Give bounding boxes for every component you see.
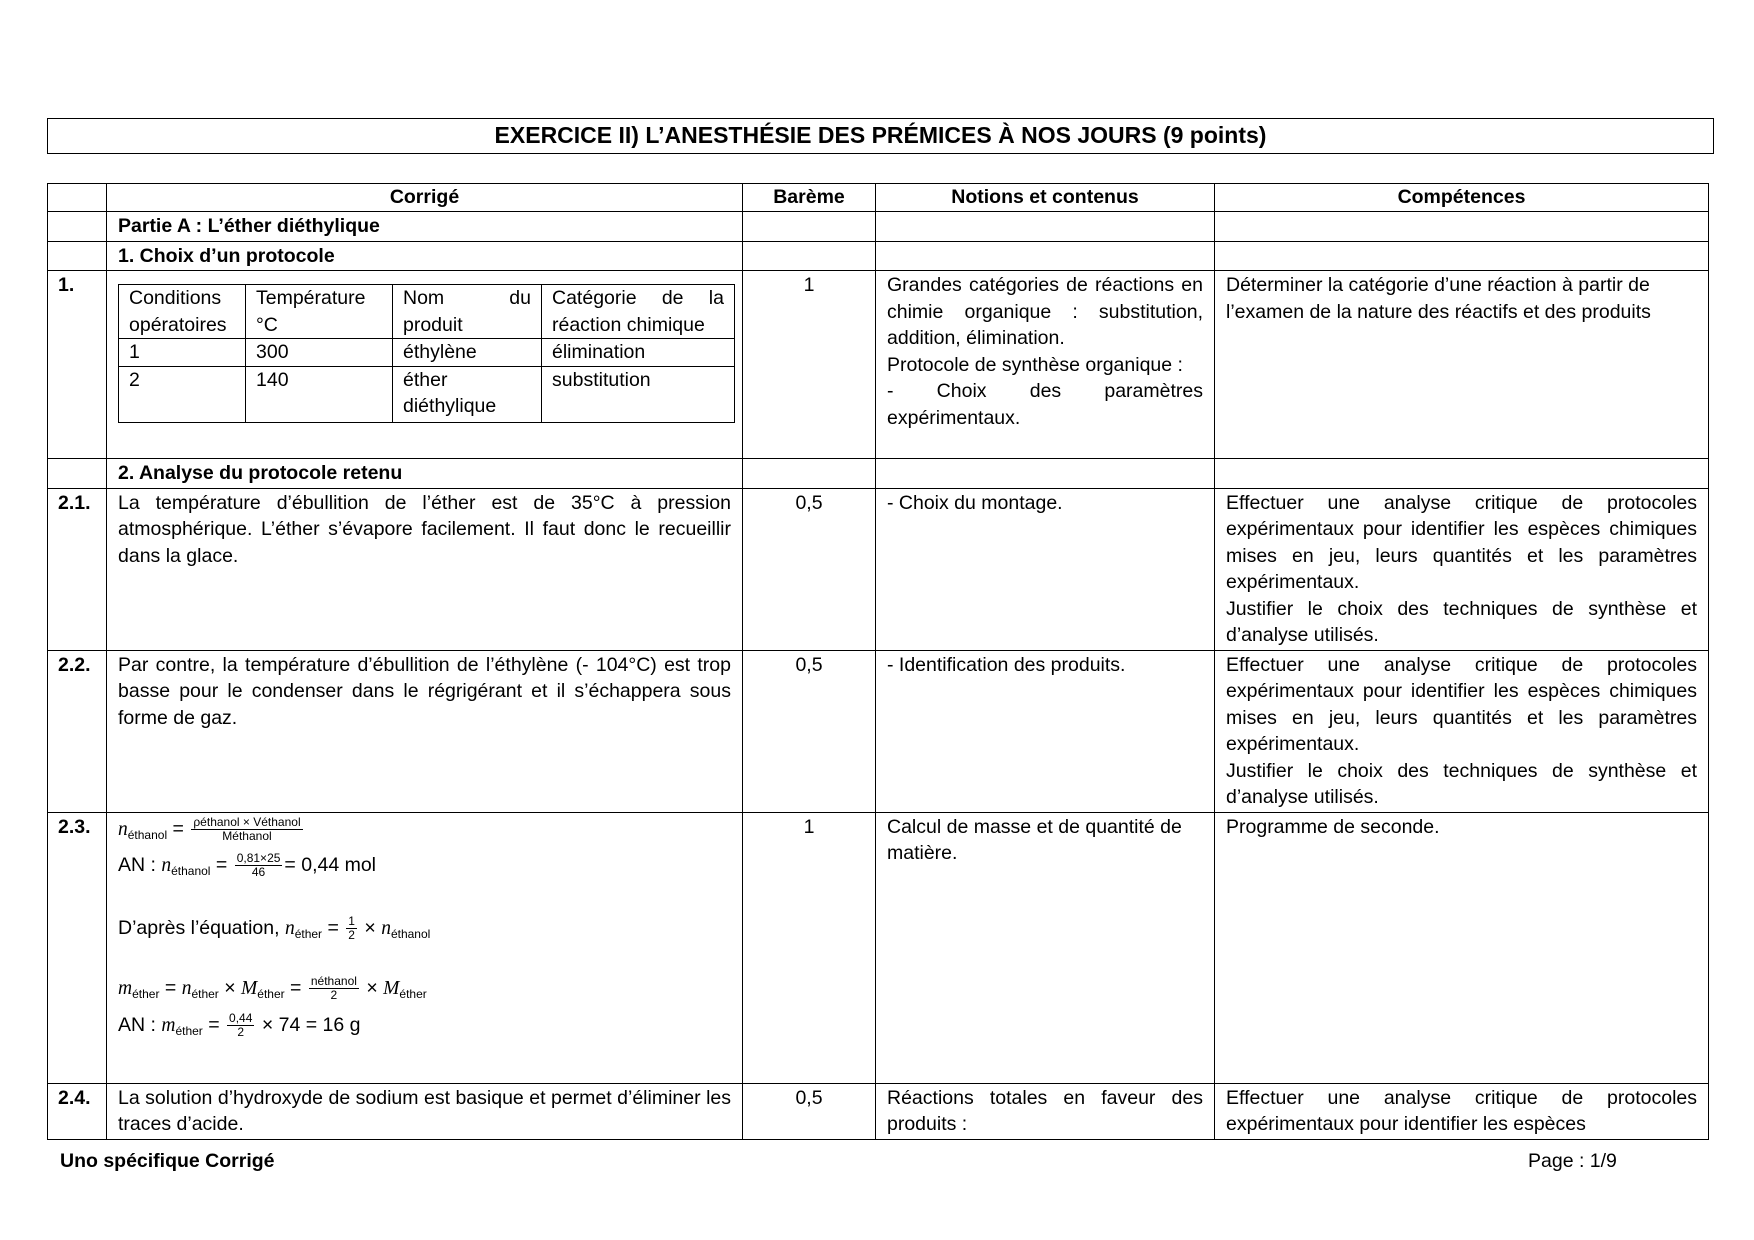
inner-cell: substitution (542, 366, 735, 422)
table-row (48, 650, 1709, 812)
bareme-value: 0,5 (743, 488, 876, 650)
answer-cell: Par contre, la température d’ébullition de l’éthylène (- 104°C) est trop basse pour le condenser dans le régrigérant et il s’échappera sous forme de gaz. (107, 650, 743, 812)
competences-cell (1215, 488, 1709, 650)
notions-cell: Réactions totales en faveur des produits : (876, 1083, 1215, 1139)
conditions-table (118, 284, 735, 423)
bareme-value: 0,5 (743, 650, 876, 812)
inner-cell: élimination (542, 339, 735, 367)
inner-header: Catégorie de la réaction chimique (542, 285, 735, 339)
competences-cell: Programme de seconde. (1215, 812, 1709, 1083)
row-number: 2.4. (48, 1083, 107, 1139)
equation-relation: D’après l’équation, $n_{éther}$ = $\frac{1}{2}$ × $n_{éthanol}$ (118, 913, 431, 942)
competence-text: Justifier le choix des techniques de synthèse et d’analyse utilisés. (1226, 597, 1697, 646)
answer-cell: La température d’ébullition de l’éther est de 35°C à pression atmosphérique. L’éther s’évapore facilement. Il faut donc le recueillir dans la glace. (107, 488, 743, 650)
formula-n-ethanol: $n_{éthanol}$ = $\frac{\text{ρéthanol × Véthanol}}{\text{Méthanol}}$ (118, 814, 301, 843)
header-bareme: Barème (743, 184, 876, 212)
row-number: 1. (48, 271, 107, 459)
answer-cell: La solution d’hydroxyde de sodium est basique et permet d’éliminer les traces d’acide. (107, 1083, 743, 1139)
table-row (48, 812, 1709, 1083)
header-notions: Notions et contenus (876, 184, 1215, 212)
section-2-row (48, 459, 1709, 489)
inner-cell: 1 (119, 339, 246, 367)
part-a-title: Partie A : L’éther diéthylique (107, 212, 743, 242)
header-corrige: Corrigé (107, 184, 743, 212)
footer-document-name: Uno spécifique Corrigé (60, 1150, 275, 1172)
bareme-value: 0,5 (743, 1083, 876, 1139)
exercise-title: EXERCICE II) L’ANESTHÉSIE DES PRÉMICES À NOS JOURS (9 points) (47, 118, 1714, 154)
inner-cell: éthylène (393, 339, 542, 367)
notions-text: Protocole de synthèse organique : (887, 353, 1183, 376)
answer-cell (107, 271, 743, 459)
inner-header: Température °C (246, 285, 393, 339)
competences-cell: Déterminer la catégorie d’une réaction à partir de l’examen de la nature des réactifs et des produits (1215, 271, 1709, 459)
header-num (48, 184, 107, 212)
section-1-row (48, 241, 1709, 271)
notions-cell (876, 271, 1215, 459)
calc-m-ether: AN : $m_{éther}$ = $\frac{0,44}{2}$ × 74 = 16 g (118, 1010, 361, 1039)
formula-m-ether: $m_{éther} = n_{éther} \times M_{éther}$ = $\frac{\text{néthanol}}{2}$ × $M_{éther}$ (118, 974, 427, 1003)
table-row (48, 488, 1709, 650)
section-1-title: 1. Choix d’un protocole (107, 241, 743, 271)
competences-cell (1215, 650, 1709, 812)
header-competences: Compétences (1215, 184, 1709, 212)
section-2-title: 2. Analyse du protocole retenu (107, 459, 743, 489)
inner-cell: éther diéthylique (393, 366, 542, 422)
table-header-row (48, 184, 1709, 212)
inner-cell: 2 (119, 366, 246, 422)
row-number: 2.1. (48, 488, 107, 650)
row-number: 2.3. (48, 812, 107, 1083)
inner-cell: 300 (246, 339, 393, 367)
table-row (48, 271, 1709, 459)
bareme-value: 1 (743, 271, 876, 459)
competence-text: Justifier le choix des techniques de synthèse et d’analyse utilisés. (1226, 759, 1697, 808)
competence-text: Effectuer une analyse critique de protocoles expérimentaux pour identifier les espèces chimiques mises en jeu, leurs quantités et les paramètres expérimentaux. (1226, 491, 1697, 593)
row-number: 2.2. (48, 650, 107, 812)
inner-cell: 140 (246, 366, 393, 422)
notions-text: Grandes catégories de réactions en chimie organique : substitution, addition, élimination. (887, 274, 1203, 349)
competence-text: Effectuer une analyse critique de protocoles expérimentaux pour identifier les espèces chimiques mises en jeu, leurs quantités et les paramètres expérimentaux. (1226, 653, 1697, 755)
bareme-value: 1 (743, 812, 876, 1083)
calc-n-ethanol: AN : $n_{éthanol}$ = $\frac{0,81\times 25}{46}$ = 0,44 mol (118, 851, 377, 880)
footer-page-number: Page : 1/9 (1528, 1150, 1617, 1172)
part-a-row (48, 212, 1709, 242)
correction-table (47, 183, 1709, 1140)
table-row (48, 1083, 1709, 1139)
notions-text: - Choix des paramètres expérimentaux. (887, 380, 1203, 429)
notions-cell: - Identification des produits. (876, 650, 1215, 812)
competences-cell: Effectuer une analyse critique de protocoles expérimentaux pour identifier les espèces (1215, 1083, 1709, 1139)
inner-header: Nom du produit (393, 285, 542, 339)
inner-header: Conditions opératoires (119, 285, 246, 339)
answer-cell (107, 812, 743, 1083)
notions-cell: - Choix du montage. (876, 488, 1215, 650)
notions-cell: Calcul de masse et de quantité de matière. (876, 812, 1215, 1083)
